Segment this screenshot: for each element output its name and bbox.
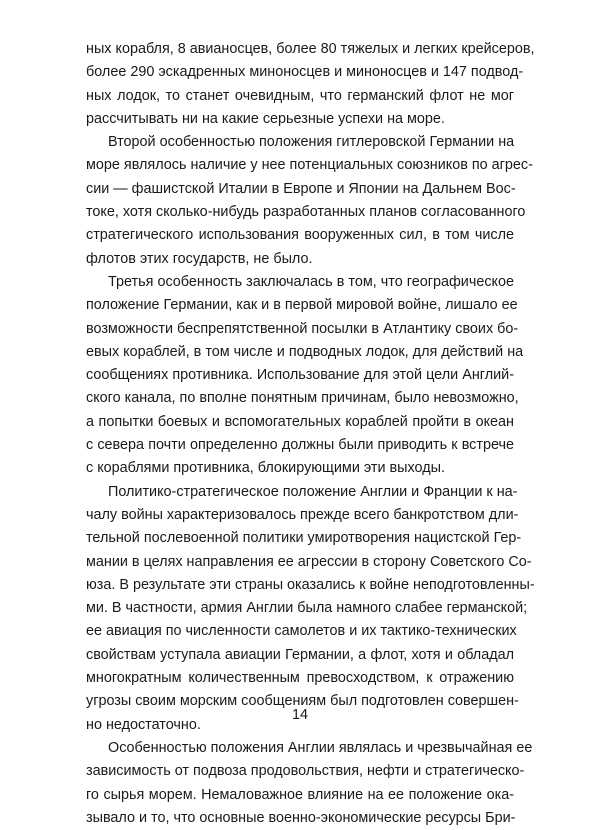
text-line: рассчитывать ни на какие серьезные успехи на море. [86,110,445,127]
text-line: чалу войны характеризовалось прежде всего банкротством дли- [86,506,519,523]
text-line: евых кораблей, в том числе и подводных лодок, для действий на [86,343,524,360]
text-line: Политико-стратегическое положение Англии и Франции к на- [108,483,518,500]
paragraph [86,131,533,271]
text-line: тельной послевоенной политики умиротворения нацистской Гер- [86,530,522,547]
text-line: го сырья морем. Немаловажное влияние на ее положение ока- [86,786,514,803]
text-line: но недостаточно. [86,716,201,733]
text-line: ее авиация по численности самолетов и их тактико-технических [86,623,517,640]
text-line: ского канала, по вполне понятным причинам, было невозможно, [86,390,519,407]
text-line: угрозы своим морским сообщениям был подготовлен совершен- [86,693,519,710]
text-line: свойствам уступала авиации Германии, а флот, хотя и обладал [86,646,514,663]
paragraph [86,481,535,737]
paragraph [86,38,535,131]
text-line: токе, хотя сколько-нибудь разработанных планов согласованного [86,204,526,221]
text-line: с севера почти определенно должны были приводить к встрече [86,437,514,454]
page-number: 14 [291,707,308,723]
text-line: сообщениях противника. Использование для этой цели Англий- [86,367,514,384]
text-line: ми. В частности, армия Англии была намного слабее германской; [86,600,528,617]
text-line: стратегического использования вооруженных сил, в том числе [86,227,514,244]
text-line: ных лодок, то станет очевидным, что германский флот не мог [86,87,514,104]
text-line: сии — фашистской Италии в Европе и Японии на Дальнем Вос- [86,180,516,197]
text-line: Второй особенностью положения гитлеровской Германии на [108,134,515,151]
paragraph [86,737,533,830]
text-line: положение Германии, как и в первой мировой войне, лишало ее [86,297,518,314]
text-line: флотов этих государств, не было. [86,250,313,267]
text-line: зависимость от подвоза продовольствия, нефти и стратегическо- [86,763,525,780]
text-line: многократным количественным превосходством, к отражению [86,670,514,687]
text-line: ных корабля, 8 авианосцев, более 80 тяжелых и легких крейсеров, [86,41,535,57]
text-line: зывало и то, что основные военно-экономические ресурсы Бри- [86,809,516,826]
text-line: юза. В результате эти страны оказались к войне неподготовленны- [86,576,535,593]
text-line: море являлось наличие у нее потенциальных союзников по агрес- [86,157,533,174]
text-line: возможности беспрепятственной посылки в Атлантику своих бо- [86,320,519,337]
text-line: а попытки боевых и вспомогательных кораблей пройти в океан [86,413,514,430]
text-line: с кораблями противника, блокирующими эти выходы. [86,460,445,477]
text-line: мании в целях направления ее агрессии в сторону Советского Со- [86,553,532,570]
text-line: более 290 эскадренных миноносцев и миноносцев и 147 подвод- [86,64,524,81]
paragraph [86,271,524,481]
text-line: Особенностью положения Англии являлась и чрезвычайная ее [108,739,533,756]
text-line: Третья особенность заключалась в том, что географическое [108,273,514,290]
